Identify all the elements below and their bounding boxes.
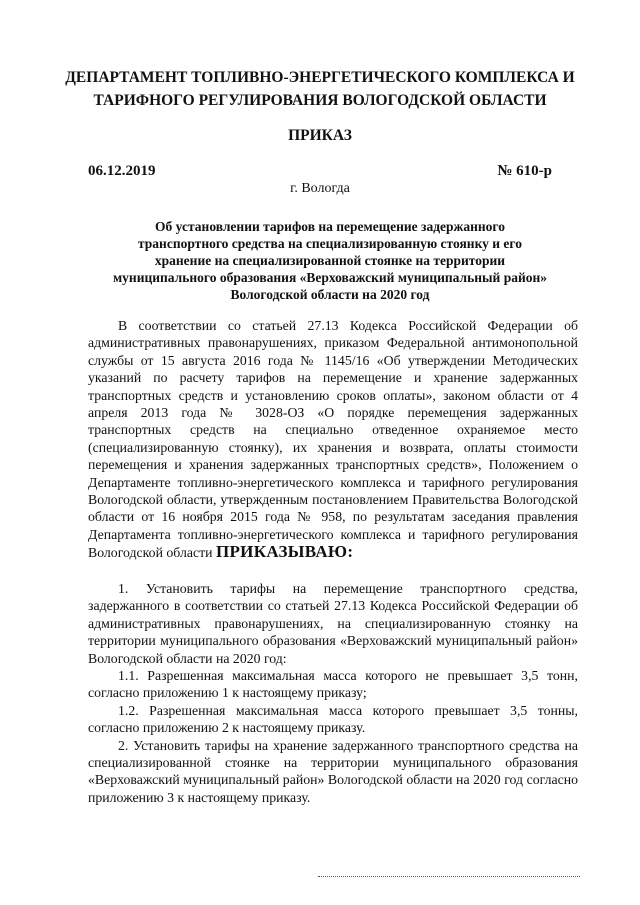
preamble [88,317,578,562]
order-item-2: 2. Установить тарифы на хранение задержанного транспортного средства на специализированной стоянке на территории муниципального образования «Верховажский муниципальный район» Вологодской области на 2020 год согласно приложению 3 к настоящему приказу. [88,737,578,805]
order-number: № 610-р [497,163,552,179]
order-items [88,580,578,806]
document-type: ПРИКАЗ [288,127,352,144]
preamble-text: В соответствии со статьей 27.13 Кодекса Российской Федерации об административных правонарушениях, приказом Федеральной антимонопольной службы от 15 августа 2016 года № 1145/16 «Об утверждении Методических указаний по расчету тарифов на перемещение и хранение задержанных транспортных средств и установлению сроков оплаты», законом области от 4 апреля 2013 года № 3028-ОЗ «О порядке перемещения задержанных транспортных средств на специально отведенное охраняемое место (специализированную стоянку), их хранения и возврата, оплаты стоимости перемещения и хранения задержанных транспортных средств», Положением о Департаменте топливно-энергетического комплекса и тарифного регулирования Вологодской области, утвержденным постановлением Правительства Вологодской области от 16 ноября 2015 года № 958, по результатам заседания правления Департамента топливно-энергетического комплекса и тарифного регулирования Вологодской области [88,318,578,561]
order-item-1-2: 1.2. Разрешенная максимальная масса которого превышает 3,5 тонны, согласно приложению 2 к настоящему приказу. [88,702,578,736]
order-item-1-1: 1.1. Разрешенная максимальная масса которого не превышает 3,5 тонн, согласно приложению 1 к настоящему приказу; [88,668,578,701]
order-subject: Об установлении тарифов на перемещение задержанного транспортного средства на специализированную стоянку и его хранение на специализированной стоянке на территории муниципального образования «Верховажский муниципальный район» Вологодской области на 2020 год [112,219,548,302]
order-date: 06.12.2019 [88,163,156,179]
city: г. Вологда [290,181,350,196]
order-item-1: 1. Установить тарифы на перемещение транспортного средства, задержанного в соответствии со статьей 27.13 Кодекса Российской Федерации об административных правонарушениях, на специализированную стоянку на территории муниципального образования «Верховажский муниципальный район» Вологодской области на 2020 год: [88,581,578,666]
order-word: ПРИКАЗЫВАЮ: [215,542,354,562]
department-title: ДЕПАРТАМЕНТ ТОПЛИВНО-ЭНЕРГЕТИЧЕСКОГО КОМПЛЕКСА И ТАРИФНОГО РЕГУЛИРОВАНИЯ ВОЛОГОДСКОЙ ОБЛАСТИ [65,69,575,109]
page-bottom-rule [318,876,580,877]
